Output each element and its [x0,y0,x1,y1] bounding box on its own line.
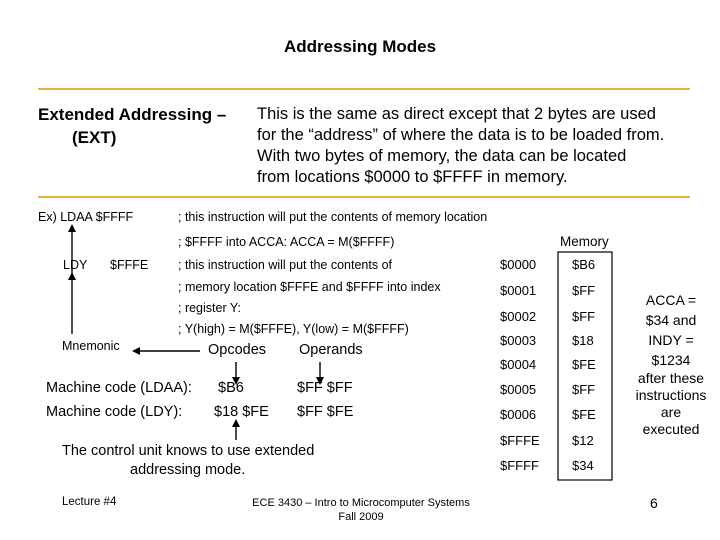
comment-line: ; this instruction will put the contents of memory location [178,210,488,224]
memory-address: $0004 [500,357,537,372]
memory-value: $12 [572,433,594,448]
machine-code-ldaa-opcode: $B6 [218,380,244,396]
result-note-line: INDY = [648,332,694,348]
memory-value: $FE [572,357,596,372]
machine-code-ldy-opcode: $18 $FE [214,404,269,420]
opcodes-label: Opcodes [208,342,267,358]
memory-address: $0002 [500,309,537,324]
memory-value: $B6 [572,257,596,272]
description-line: from locations $0000 to $FFFF in memory. [257,168,568,186]
machine-code-ldaa-label: Machine code (LDAA): [46,380,192,396]
result-note-line: $1234 [651,352,691,368]
page-number: 6 [650,495,658,511]
comment-line: ; this instruction will put the contents of [178,258,392,272]
memory-value: $FF [572,382,596,397]
example-instruction-ldy-arg: $FFFE [110,258,149,272]
machine-code-ldy-operands: $FF $FE [297,404,354,420]
result-note-line: instructions [635,387,707,403]
machine-code-ldy-label: Machine code (LDY): [46,404,183,420]
section-heading-abbrev: (EXT) [72,128,117,147]
comment-line: ; $FFFF into ACCA: ACCA = M($FFFF) [178,235,395,249]
footer-course [236,496,486,524]
footer-term-line: Fall 2009 [338,511,384,523]
comment-line: ; register Y: [178,301,241,315]
memory-table-frame [558,252,612,480]
memory-address: $0001 [500,283,537,298]
mnemonic-label: Mnemonic [62,339,120,353]
memory-value: $FF [572,283,596,298]
operands-label: Operands [299,342,363,358]
example-instruction-ldaa: Ex) LDAA $FFFF [38,210,134,224]
memory-value: $34 [572,458,594,473]
memory-address: $0003 [500,333,537,348]
memory-value: $FF [572,309,596,324]
memory-address: $0000 [500,257,537,272]
memory-title: Memory [560,234,609,249]
memory-address: $0005 [500,382,537,397]
result-note-line: are [660,404,682,420]
memory-value: $FE [572,407,596,422]
result-note-line: executed [642,421,700,437]
result-note-line: ACCA = [645,292,697,308]
description-line: for the “address” of where the data is to be loaded from. [257,126,665,144]
page-title: Addressing Modes [283,37,437,56]
footer-course-line: ECE 3430 – Intro to Microcomputer Systems [252,497,470,509]
memory-address: $0006 [500,407,537,422]
memory-address: $FFFE [500,433,540,448]
result-note-line: $34 and [645,312,697,328]
memory-value: $18 [572,333,594,348]
comment-line: ; memory location $FFFE and $FFFF into index [178,280,441,294]
footer-lecture: Lecture #4 [62,496,117,508]
control-unit-note: The control unit knows to use extended [62,443,315,459]
example-instruction-ldy-op: LDY [63,258,88,272]
description-line: This is the same as direct except that 2 bytes are used [257,105,656,123]
result-note-line: after these [637,370,705,386]
control-unit-note: addressing mode. [130,462,246,478]
comment-line: ; Y(high) = M($FFFE), Y(low) = M($FFFF) [178,322,409,336]
section-heading: Extended Addressing – [38,105,227,124]
machine-code-ldaa-operands: $FF $FF [297,380,353,396]
description-line: With two bytes of memory, the data can be located [257,147,627,165]
memory-address: $FFFF [500,458,539,473]
